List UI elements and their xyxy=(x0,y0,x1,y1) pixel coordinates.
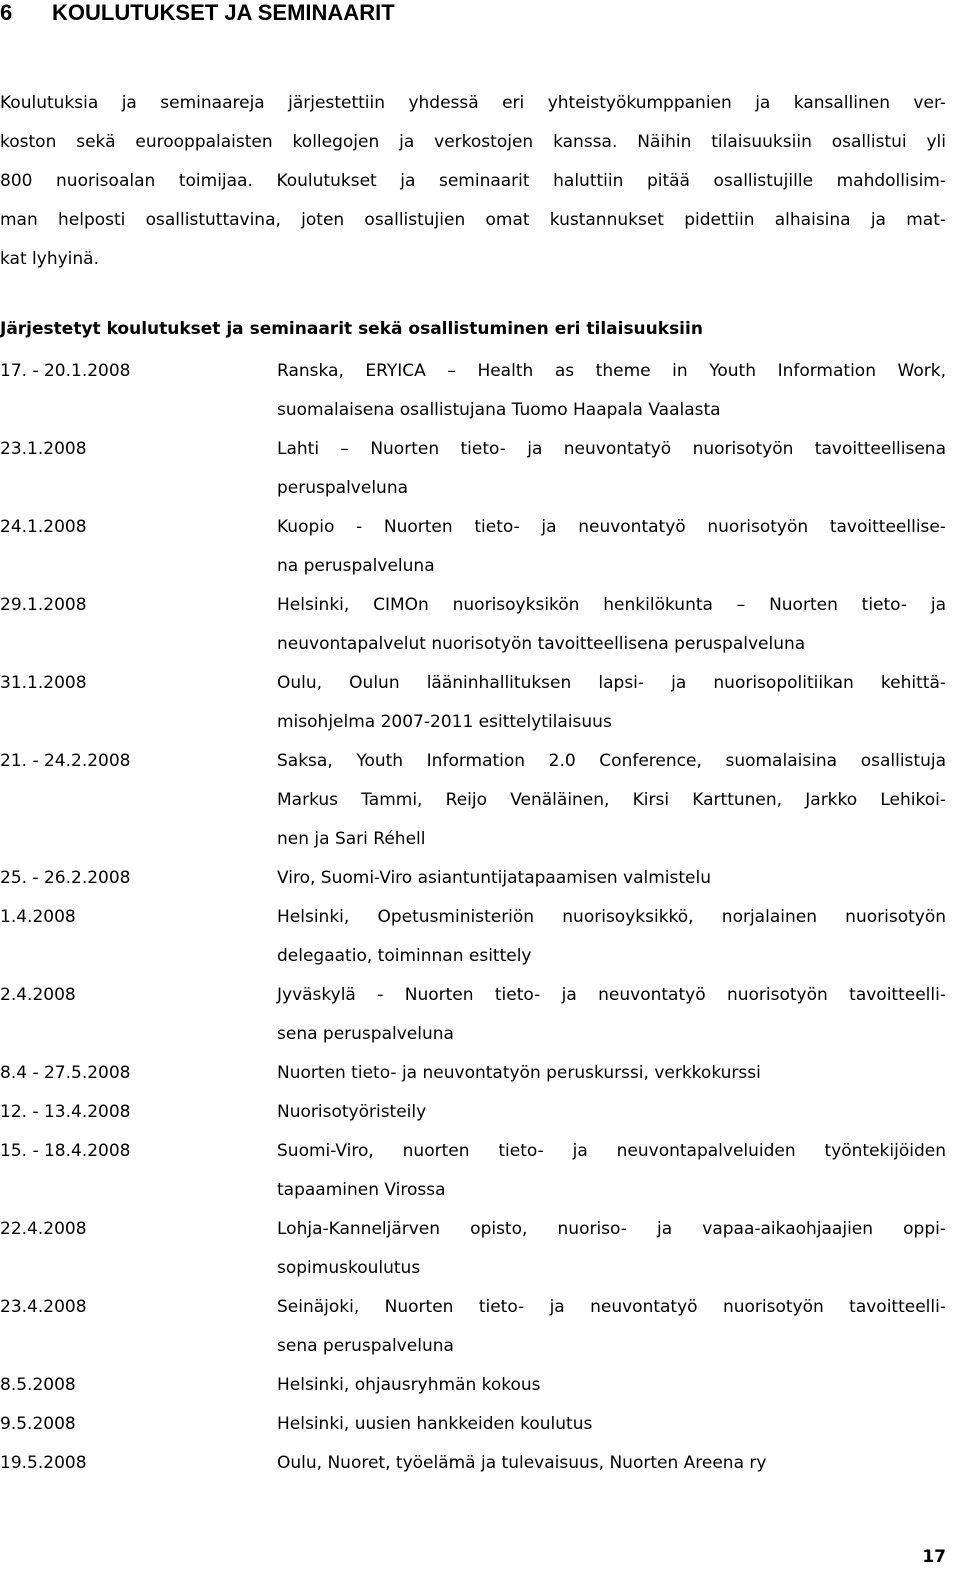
event-date: 8.4 - 27.5.2008 xyxy=(0,1063,131,1083)
event-item xyxy=(0,859,946,898)
event-description xyxy=(277,586,946,664)
event-item xyxy=(0,664,946,742)
event-list xyxy=(0,352,946,1483)
event-description xyxy=(277,352,946,430)
intro-paragraph xyxy=(0,84,946,279)
event-description xyxy=(277,742,946,859)
event-item xyxy=(0,1054,946,1093)
event-item xyxy=(0,1405,946,1444)
event-description-line: Oulu, Nuoret, työelämä ja tulevaisuus, Nuorten Areena ry xyxy=(277,1453,767,1473)
event-description xyxy=(277,859,946,898)
chapter-title: KOULUTUKSET JA SEMINAARIT xyxy=(52,0,395,25)
event-item xyxy=(0,430,946,508)
event-description-line: na peruspalveluna xyxy=(277,556,435,576)
chapter-heading xyxy=(0,0,395,26)
event-description-line: Helsinki, ohjausryhmän kokous xyxy=(277,1375,541,1395)
event-description xyxy=(277,1444,946,1483)
event-description-line: Saksa, Youth Information 2.0 Conference, suomalaisina osallistuja xyxy=(277,751,946,771)
intro-line: Koulutuksia ja seminaareja järjestettiin yhdessä eri yhteistyökumppanien ja kansallinen ver- xyxy=(0,93,946,113)
event-description-line: Ranska, ERYICA – Health as theme in Youth Information Work, xyxy=(277,361,946,381)
event-description xyxy=(277,1288,946,1366)
event-description xyxy=(277,1132,946,1210)
event-date: 24.1.2008 xyxy=(0,517,87,537)
event-description-line: Lahti – Nuorten tieto- ja neuvontatyö nuorisotyön tavoitteellisena xyxy=(277,439,946,459)
event-date: 15. - 18.4.2008 xyxy=(0,1141,131,1161)
event-description-line: Lohja-Kanneljärven opisto, nuoriso- ja vapaa-aikaohjaajien oppi- xyxy=(277,1219,946,1239)
event-item xyxy=(0,1132,946,1210)
event-description xyxy=(277,664,946,742)
event-description xyxy=(277,430,946,508)
event-description-line: delegaatio, toiminnan esittely xyxy=(277,946,532,966)
event-description-line: Helsinki, uusien hankkeiden koulutus xyxy=(277,1414,593,1434)
event-description-line: Helsinki, CIMOn nuorisoyksikön henkilökunta – Nuorten tieto- ja xyxy=(277,595,946,615)
event-description-line: nen ja Sari Réhell xyxy=(277,829,426,849)
event-item xyxy=(0,1444,946,1483)
event-date: 25. - 26.2.2008 xyxy=(0,868,131,888)
event-description-line: sopimuskoulutus xyxy=(277,1258,421,1278)
event-description xyxy=(277,1405,946,1444)
event-date: 22.4.2008 xyxy=(0,1219,87,1239)
event-description xyxy=(277,1093,946,1132)
event-description-line: Seinäjoki, Nuorten tieto- ja neuvontatyö nuorisotyön tavoitteelli- xyxy=(277,1297,946,1317)
event-date: 8.5.2008 xyxy=(0,1375,76,1395)
event-description xyxy=(277,1054,946,1093)
event-description xyxy=(277,1366,946,1405)
event-date: 2.4.2008 xyxy=(0,985,76,1005)
event-date: 9.5.2008 xyxy=(0,1414,76,1434)
event-date: 21. - 24.2.2008 xyxy=(0,751,131,771)
intro-line: man helposti osallistuttavina, joten osallistujien omat kustannukset pidettiin alhaisina ja mat- xyxy=(0,210,946,230)
event-item xyxy=(0,898,946,976)
event-description-line: Suomi-Viro, nuorten tieto- ja neuvontapalveluiden työntekijöiden xyxy=(277,1141,946,1161)
event-date: 17. - 20.1.2008 xyxy=(0,361,131,381)
event-date: 23.1.2008 xyxy=(0,439,87,459)
event-description-line: misohjelma 2007-2011 esittelytilaisuus xyxy=(277,712,612,732)
event-description xyxy=(277,1210,946,1288)
event-description xyxy=(277,508,946,586)
event-description-line: tapaaminen Virossa xyxy=(277,1180,446,1200)
event-description-line: sena peruspalveluna xyxy=(277,1024,454,1044)
chapter-number: 6 xyxy=(0,0,13,25)
intro-line: koston sekä eurooppalaisten kollegojen ja verkostojen kanssa. Näihin tilaisuuksiin osallistui yli xyxy=(0,132,946,152)
event-description-line: Jyväskylä - Nuorten tieto- ja neuvontatyö nuorisotyön tavoitteelli- xyxy=(277,985,946,1005)
event-item xyxy=(0,976,946,1054)
section-title: Järjestetyt koulutukset ja seminaarit sekä osallistuminen eri tilaisuuksiin xyxy=(0,319,703,339)
event-description-line: sena peruspalveluna xyxy=(277,1336,454,1356)
intro-line: kat lyhyinä. xyxy=(0,249,99,269)
event-date: 31.1.2008 xyxy=(0,673,87,693)
event-description-line: Oulu, Oulun lääninhallituksen lapsi- ja nuorisopolitiikan kehittä- xyxy=(277,673,946,693)
event-item xyxy=(0,1210,946,1288)
event-date: 1.4.2008 xyxy=(0,907,76,927)
event-date: 23.4.2008 xyxy=(0,1297,87,1317)
event-description-line: Helsinki, Opetusministeriön nuorisoyksikkö, norjalainen nuorisotyön xyxy=(277,907,946,927)
event-item xyxy=(0,1288,946,1366)
event-date: 29.1.2008 xyxy=(0,595,87,615)
event-item xyxy=(0,742,946,859)
event-item xyxy=(0,1366,946,1405)
event-date: 12. - 13.4.2008 xyxy=(0,1102,131,1122)
page-number: 17 xyxy=(922,1547,946,1567)
event-description-line: Markus Tammi, Reijo Venäläinen, Kirsi Karttunen, Jarkko Lehikoi- xyxy=(277,790,946,810)
intro-line: 800 nuorisoalan toimijaa. Koulutukset ja seminaarit haluttiin pitää osallistujille mahdollisim- xyxy=(0,171,946,191)
event-description xyxy=(277,976,946,1054)
event-description-line: Viro, Suomi-Viro asiantuntijatapaamisen valmistelu xyxy=(277,868,711,888)
event-description-line: suomalaisena osallistujana Tuomo Haapala Vaalasta xyxy=(277,400,721,420)
event-item xyxy=(0,1093,946,1132)
event-description-line: Kuopio - Nuorten tieto- ja neuvontatyö nuorisotyön tavoitteellise- xyxy=(277,517,946,537)
event-description xyxy=(277,898,946,976)
event-description-line: peruspalveluna xyxy=(277,478,409,498)
event-date: 19.5.2008 xyxy=(0,1453,87,1473)
event-description-line: Nuorisotyöristeily xyxy=(277,1102,427,1122)
event-description-line: neuvontapalvelut nuorisotyön tavoitteellisena peruspalveluna xyxy=(277,634,806,654)
event-item xyxy=(0,352,946,430)
event-description-line: Nuorten tieto- ja neuvontatyön peruskurssi, verkkokurssi xyxy=(277,1063,761,1083)
event-item xyxy=(0,508,946,586)
event-item xyxy=(0,586,946,664)
